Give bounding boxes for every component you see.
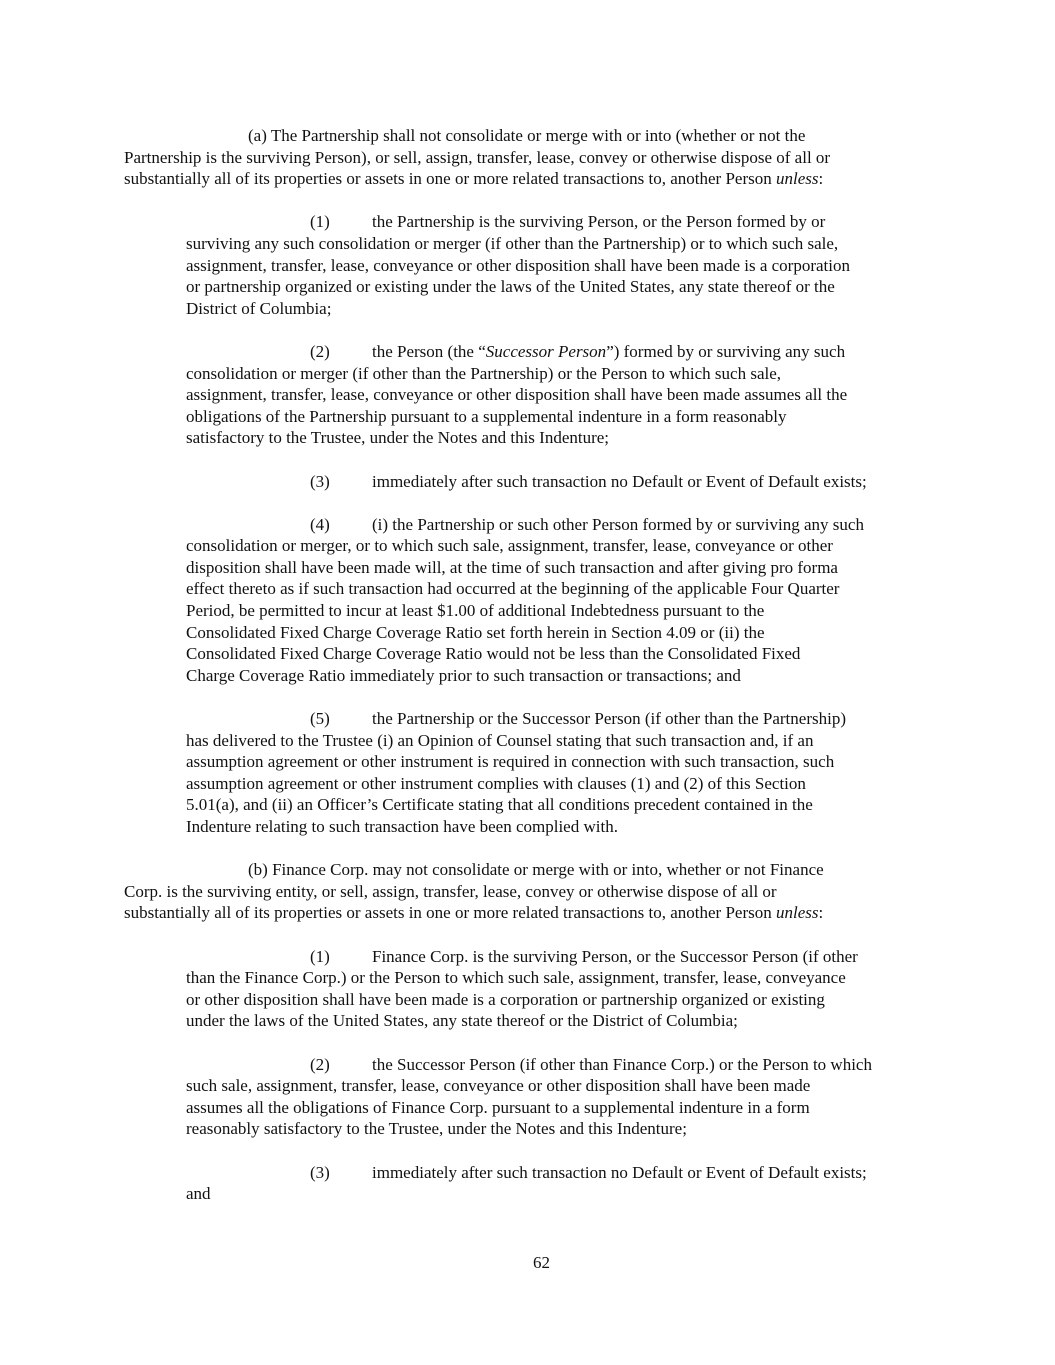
line: such sale, assignment, transfer, lease, conveyance or other disposition shall have been made [186, 1076, 811, 1096]
line: or partnership organized or existing under the laws of the United States, any state thereof or the [186, 277, 835, 297]
line [186, 946, 944, 968]
clause-item [186, 708, 944, 838]
line: Charge Coverage Ratio immediately prior to such transaction or transactions; and [186, 665, 741, 685]
line: obligations of the Partnership pursuant to a supplemental indenture in a form reasonably [186, 406, 787, 426]
line: Corp. is the surviving entity, or sell, assign, transfer, lease, convey or otherwise dispose of all or [124, 881, 777, 901]
line [186, 1054, 944, 1076]
punct: : [818, 169, 824, 189]
clause-label: (5) [310, 709, 330, 729]
line: surviving any such consolidation or merger (if other than the Partnership) or to which such sale, [186, 233, 839, 253]
line [186, 471, 944, 493]
line [186, 211, 944, 233]
punct: : [818, 903, 824, 923]
line: substantially all of its properties or assets in one or more related transactions to, another Person [124, 903, 776, 923]
clause-item [186, 211, 944, 319]
line: consolidation or merger (if other than the Partnership) or the Person to which such sale, [186, 363, 782, 383]
clause-label: (2) [310, 1054, 330, 1074]
clause-item [186, 471, 944, 493]
line [186, 341, 944, 363]
line: consolidation or merger, or to which such sale, assignment, transfer, lease, conveyance or other [186, 536, 833, 556]
clause-item [186, 1054, 944, 1140]
line: assignment, transfer, lease, conveyance or other disposition shall have been made is a corporation [186, 255, 850, 275]
line-text: the Successor Person (if other than Finance Corp.) or the Person to which [372, 1054, 872, 1074]
emphasis: unless [775, 169, 819, 189]
defined-term: Successor Person [485, 341, 607, 361]
line-text: Finance Corp. is the surviving Person, or the Successor Person (if other [372, 946, 858, 966]
line: or other disposition shall have been made is a corporation or partnership organized or existing [186, 989, 825, 1009]
clause-item [186, 1162, 944, 1205]
line: and [186, 1184, 211, 1204]
line: satisfactory to the Trustee, under the Notes and this Indenture; [186, 428, 610, 448]
line: assumption agreement or other instrument complies with clauses (1) and (2) of this Section [186, 773, 806, 793]
clause-label: (a) [248, 126, 267, 145]
clause-label: (3) [310, 471, 330, 491]
line: Finance Corp. may not consolidate or merge with or into, whether or not Finance [267, 860, 824, 880]
line: Consolidated Fixed Charge Coverage Ratio set forth herein in Section 4.09 or (ii) the [186, 622, 765, 642]
clause-label: (3) [310, 1162, 330, 1182]
line [186, 708, 944, 730]
line: Partnership is the surviving Person), or sell, assign, transfer, lease, convey or otherwise dispose of all or [124, 147, 831, 167]
line: assumption agreement or other instrument is required in connection with such transaction, such [186, 752, 835, 772]
line [186, 514, 944, 536]
line: The Partnership shall not consolidate or merge with or into (whether or not the [266, 126, 806, 145]
line: assignment, transfer, lease, conveyance or other disposition shall have been made assumes all the [186, 385, 848, 405]
document-page [124, 125, 944, 1226]
line-text: the Partnership or the Successor Person (if other than the Partnership) [372, 709, 846, 729]
clause-label: (1) [310, 212, 330, 232]
line [186, 1162, 944, 1184]
clause-label: (4) [310, 514, 330, 534]
line: District of Columbia; [186, 298, 332, 318]
line-text: (i) the Partnership or such other Person formed by or surviving any such [372, 514, 864, 534]
line: Period, be permitted to incur at least $1.00 of additional Indebtedness pursuant to the [186, 601, 765, 621]
clause-label: (b) [248, 860, 268, 880]
paragraph-b [124, 859, 944, 924]
line: has delivered to the Trustee (i) an Opinion of Counsel stating that such transaction and, if an [186, 730, 814, 750]
clause-item [186, 514, 944, 687]
line: effect thereto as if such transaction had occurred at the beginning of the applicable Four Quarter [186, 579, 840, 599]
line-text: immediately after such transaction no Default or Event of Default exists; [372, 1162, 867, 1182]
line: than the Finance Corp.) or the Person to which such sale, assignment, transfer, lease, conveyance [186, 968, 846, 988]
line-text: ”) formed by or surviving any such [606, 341, 846, 361]
page-number: 62 [533, 1253, 550, 1272]
emphasis: unless [775, 903, 819, 923]
line: reasonably satisfactory to the Trustee, under the Notes and this Indenture; [186, 1119, 687, 1139]
line-text: the Person (the “ [372, 341, 486, 361]
line: under the laws of the United States, any state thereof or the District of Columbia; [186, 1011, 738, 1031]
clause-label: (1) [310, 946, 330, 966]
line: Indenture relating to such transaction have been complied with. [186, 817, 618, 836]
clause-item [186, 946, 944, 1032]
clause-label: (2) [310, 341, 330, 361]
line-text: the Partnership is the surviving Person, or the Person formed by or [372, 212, 826, 232]
line: 5.01(a), and (ii) an Officer’s Certificate stating that all conditions precedent contained in the [186, 795, 813, 815]
paragraph-a [124, 125, 944, 190]
line: substantially all of its properties or assets in one or more related transactions to, another Person [124, 169, 776, 189]
clause-item [186, 341, 944, 449]
line-text: immediately after such transaction no Default or Event of Default exists; [372, 471, 867, 491]
line: disposition shall have been made will, at the time of such transaction and after giving pro forma [186, 557, 838, 577]
line: assumes all the obligations of Finance Corp. pursuant to a supplemental indenture in a form [186, 1097, 810, 1117]
line: Consolidated Fixed Charge Coverage Ratio would not be less than the Consolidated Fixed [186, 644, 801, 664]
